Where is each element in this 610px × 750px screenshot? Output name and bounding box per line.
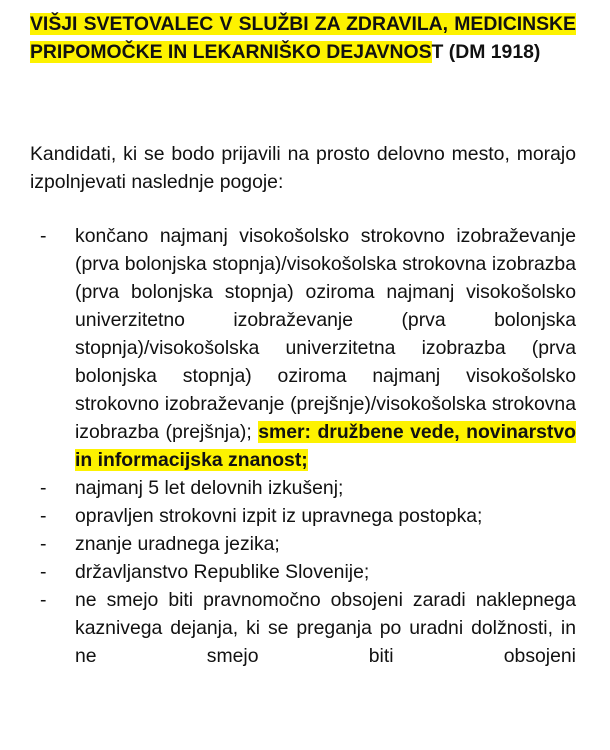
list-item (30, 530, 576, 558)
list-item (30, 558, 576, 586)
title-rest: T (DM 1918) (431, 41, 541, 63)
bullet-dash: - (40, 477, 47, 499)
requirement-text: opravljen strokovni izpit iz upravnega postopka; (75, 505, 483, 527)
list-item (30, 474, 576, 502)
bullet-dash: - (40, 533, 47, 555)
bullet-dash: - (40, 561, 47, 583)
requirement-text: znanje uradnega jezika; (75, 533, 280, 555)
title-highlighted: VIŠJI SVETOVALEC V SLUŽBI ZA ZDRAVILA, MEDICINSKE PRIPOMOČKE IN LEKARNIŠKO DEJAVNOS (30, 13, 576, 63)
page-title (30, 10, 576, 66)
requirements-list (30, 222, 576, 670)
requirement-text: državljanstvo Republike Slovenije; (75, 561, 370, 583)
bullet-dash: - (40, 589, 47, 611)
intro-paragraph: Kandidati, ki se bodo prijavili na prosto delovno mesto, morajo izpolnjevati naslednje pogoje: (30, 143, 576, 193)
requirement-highlight: smer: družbene vede, novinarstvo in informacijska znanost; (75, 421, 577, 471)
bullet-dash: - (40, 505, 47, 527)
list-item (30, 586, 576, 670)
bullet-dash: - (40, 225, 47, 247)
list-item (30, 222, 576, 474)
list-item (30, 502, 576, 530)
requirement-text: ne smejo biti pravnomočno obsojeni zaradi naklepnega kaznivega dejanja, ki se preganja po uradni dolžnosti, in ne smejo biti obsojeni (75, 589, 576, 667)
requirement-text: končano najmanj visokošolsko strokovno izobraževanje (prva bolonjska stopnja)/visokošolska strokovna izobrazba (prva bolonjska stopnja) oziroma najmanj visokošolsko univerzitetno izobraževanje (prva bolonjska stopnja)/visokošolska univerzitetna izobrazba (prva bolonjska stopnja) oziroma najmanj visokošolsko strokovno izobraževanje (prejšnje)/visokošolska strokovna izobrazba (prejšnja); (75, 225, 576, 443)
requirement-text: najmanj 5 let delovnih izkušenj; (75, 477, 344, 499)
